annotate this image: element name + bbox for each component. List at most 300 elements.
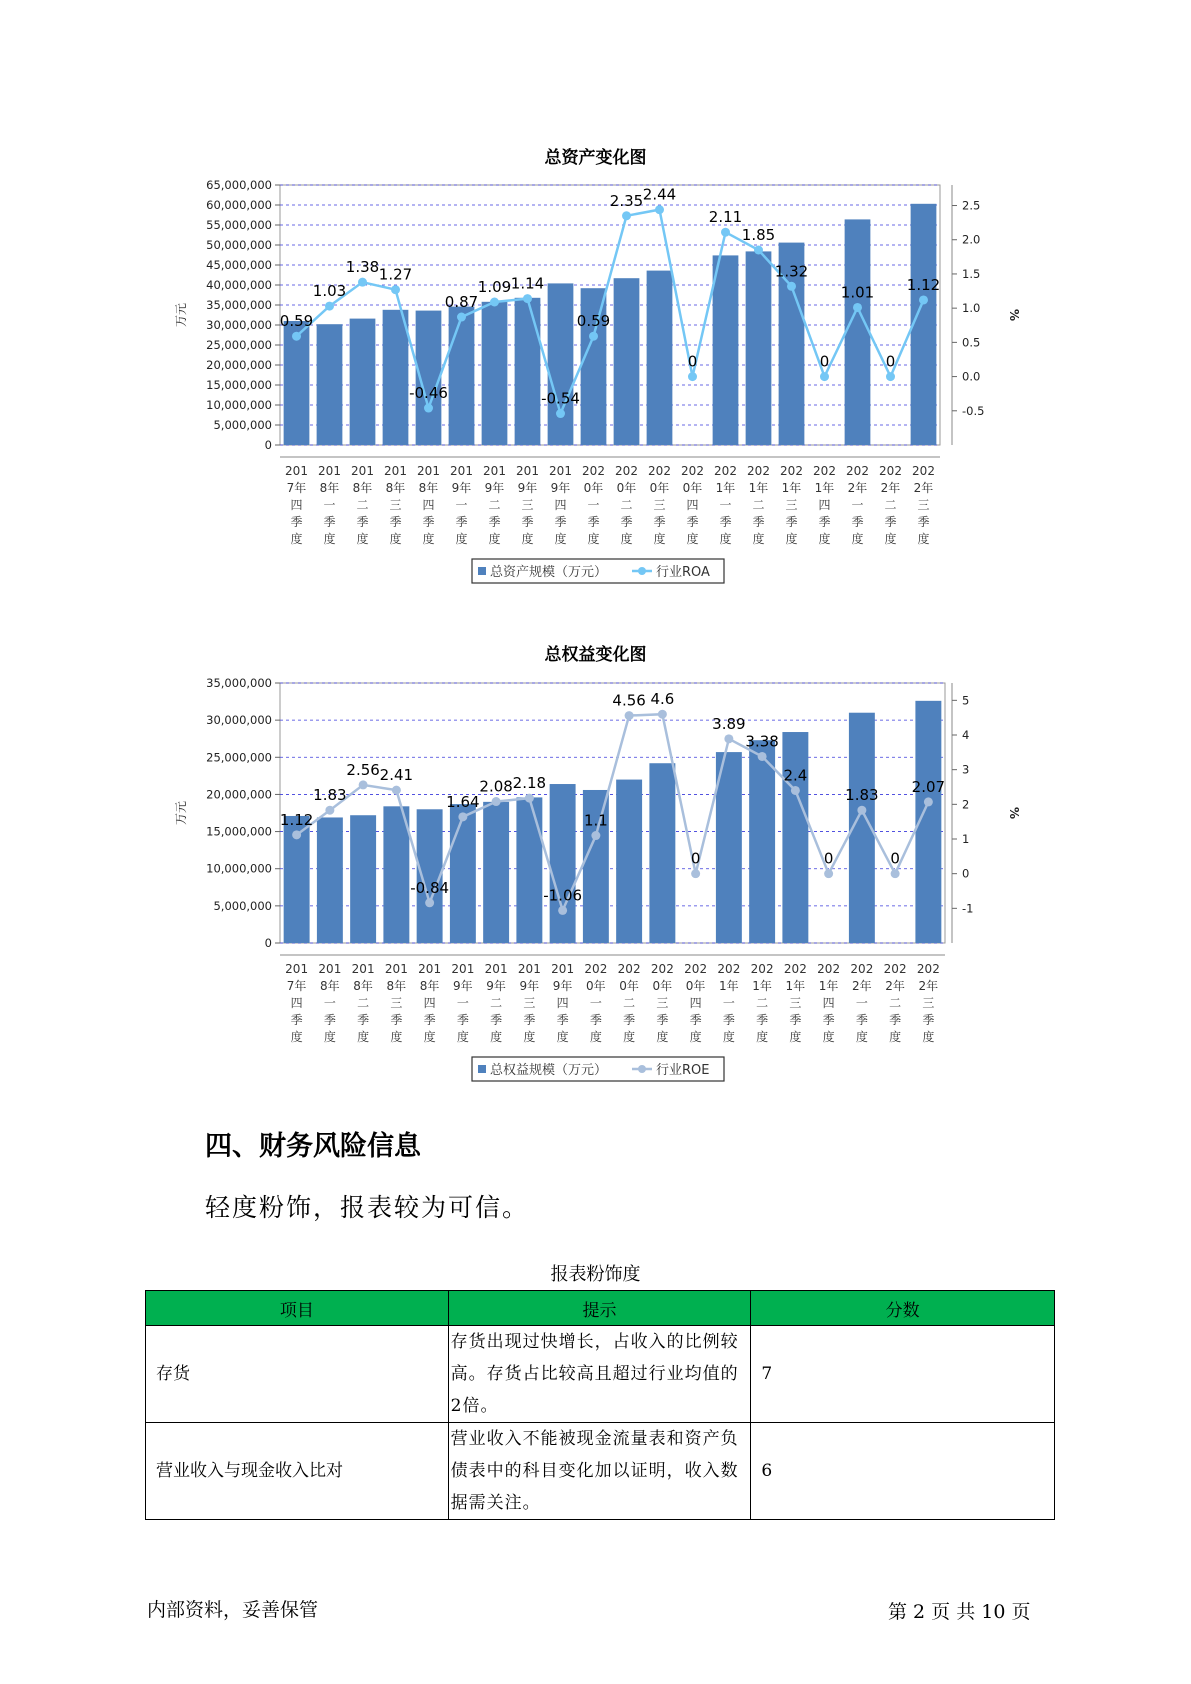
x-tick-label: 度: [455, 532, 468, 546]
data-label: 2.07: [911, 777, 946, 796]
y-tick-label: 45,000,000: [206, 258, 272, 272]
y-tick-label: 20,000,000: [206, 787, 272, 802]
x-tick-label: 度: [422, 532, 435, 546]
x-tick-label: 二: [623, 996, 636, 1010]
x-tick-label: 季: [422, 515, 435, 529]
line-point: [688, 372, 697, 381]
x-tick-label: 季: [423, 1013, 436, 1027]
x-tick-label: 8年: [385, 481, 406, 495]
x-tick-label: 202: [817, 962, 841, 976]
y2-tick-label: -0.5: [962, 403, 985, 418]
x-tick-label: 一: [589, 996, 602, 1010]
x-tick-label: 9年: [519, 979, 540, 993]
x-tick-label: 三: [922, 996, 935, 1010]
y-tick-label: 25,000,000: [206, 750, 272, 765]
x-tick-label: 季: [589, 1013, 602, 1027]
y2-tick-label: 2: [962, 797, 970, 812]
x-tick-label: 季: [620, 515, 633, 529]
line-point: [392, 786, 401, 795]
x-tick-label: 1年: [715, 481, 736, 495]
line-point: [325, 806, 334, 815]
table-header-row: [146, 1291, 1055, 1326]
x-tick-label: 度: [653, 532, 666, 546]
line-point: [791, 786, 800, 795]
y2-tick-label: 1.0: [962, 301, 981, 316]
x-tick-label: 0年: [685, 979, 706, 993]
line-point: [523, 294, 532, 303]
x-tick-label: 季: [917, 515, 930, 529]
data-label: 1.64: [446, 792, 480, 811]
section-heading: 四、财务风险信息: [205, 1131, 421, 1162]
x-tick-label: 202: [684, 962, 708, 976]
x-tick-label: 度: [689, 1030, 702, 1044]
y2-tick-label: 1.5: [962, 266, 981, 281]
y2-tick-label: 3: [962, 762, 970, 777]
line-point: [655, 205, 664, 214]
x-tick-label: 0年: [619, 979, 639, 993]
line-point: [691, 869, 700, 878]
bar: [483, 802, 509, 943]
data-label: 2.56: [346, 760, 380, 779]
bar: [515, 298, 541, 445]
chart-title-assets: 总资产变化图: [544, 148, 647, 168]
x-tick-label: 季: [323, 515, 336, 529]
x-tick-label: 度: [656, 1030, 669, 1044]
x-tick-label: 季: [722, 1013, 735, 1027]
x-tick-label: 季: [922, 1013, 935, 1027]
x-tick-label: 2年: [847, 481, 868, 495]
data-label: 1.83: [845, 786, 879, 805]
x-tick-label: 202: [648, 464, 671, 478]
x-tick-label: 2年: [880, 481, 901, 495]
x-tick-label: 度: [756, 1030, 769, 1044]
x-tick-label: 9年: [550, 481, 571, 495]
x-tick-label: 201: [450, 464, 473, 478]
x-tick-label: 201: [517, 962, 541, 976]
line-point: [891, 869, 900, 878]
legend-line-marker: [638, 567, 646, 575]
data-label: 4.56: [612, 691, 646, 710]
x-tick-label: 202: [780, 464, 803, 478]
data-label: 1.27: [378, 265, 413, 284]
y2-tick-label: 2.5: [962, 198, 981, 213]
x-tick-label: 季: [855, 1013, 868, 1027]
x-tick-label: 季: [488, 515, 501, 529]
line-point: [721, 228, 730, 237]
x-tick-label: 8年: [353, 979, 373, 993]
bar: [482, 302, 508, 445]
x-tick-label: 度: [686, 532, 699, 546]
x-tick-label: 季: [587, 515, 600, 529]
x-tick-label: 202: [912, 464, 935, 478]
y2-tick-label: 0: [962, 866, 970, 881]
x-tick-label: 度: [556, 1030, 569, 1044]
x-tick-label: 季: [523, 1013, 536, 1027]
line-point: [292, 830, 301, 839]
header-tip: 提示: [448, 1291, 751, 1326]
x-tick-label: 二: [490, 996, 503, 1010]
x-tick-label: 度: [390, 1030, 403, 1044]
data-label: 2.08: [479, 777, 513, 796]
x-tick-label: 季: [789, 1013, 802, 1027]
x-tick-label: 度: [889, 1030, 902, 1044]
y2-tick-label: 0.5: [962, 335, 981, 350]
x-tick-label: 度: [423, 1030, 436, 1044]
line-point: [492, 797, 501, 806]
bar: [383, 806, 409, 943]
bar: [614, 278, 640, 445]
x-tick-label: 二: [488, 498, 501, 512]
x-tick-label: 度: [587, 532, 600, 546]
x-tick-label: 201: [318, 464, 341, 478]
bar: [516, 797, 542, 943]
bar: [649, 763, 675, 943]
x-tick-label: 季: [889, 1013, 902, 1027]
x-tick-label: 四: [290, 498, 303, 512]
x-tick-label: 度: [789, 1030, 802, 1044]
x-tick-label: 1年: [785, 979, 806, 993]
data-label: 1.85: [741, 226, 776, 244]
y-tick-label: 20,000,000: [206, 358, 272, 372]
x-tick-label: 8年: [320, 979, 340, 993]
x-tick-label: 201: [351, 464, 374, 478]
line-point: [820, 372, 829, 381]
x-tick-label: 201: [483, 464, 506, 478]
x-tick-label: 季: [390, 1013, 403, 1027]
x-tick-label: 三: [653, 498, 666, 512]
x-tick-label: 8年: [352, 481, 373, 495]
x-tick-label: 9年: [486, 979, 506, 993]
x-tick-label: 202: [681, 464, 704, 478]
x-tick-label: 201: [484, 962, 508, 976]
y-tick-label: 0: [264, 936, 272, 950]
x-tick-label: 一: [722, 996, 735, 1010]
header-item: 项目: [146, 1291, 449, 1326]
bar: [749, 740, 775, 943]
line-point: [625, 711, 634, 720]
line-point: [924, 797, 933, 806]
row-score: 7: [751, 1326, 1055, 1423]
legend-line-marker: [638, 1065, 646, 1073]
bar: [746, 251, 772, 445]
bar: [845, 219, 871, 445]
x-tick-label: 2年: [885, 979, 905, 993]
x-tick-label: 度: [357, 1030, 370, 1044]
x-tick-label: 季: [653, 515, 666, 529]
x-tick-label: 季: [356, 515, 369, 529]
x-tick-label: 度: [290, 532, 303, 546]
x-tick-label: 201: [351, 962, 375, 976]
line-point: [658, 710, 667, 719]
y2-tick-label: 4: [962, 728, 970, 742]
legend-bar-swatch: [478, 1065, 486, 1073]
x-tick-label: 度: [818, 532, 831, 546]
row-tip: 营业收入不能被现金流量表和资产负债表中的科目变化加以证明，收入数据需关注。: [448, 1423, 751, 1520]
x-tick-label: 季: [290, 515, 303, 529]
row-item: 营业收入与现金收入比对: [146, 1423, 449, 1520]
line-point: [292, 332, 301, 341]
x-tick-label: 8年: [418, 481, 439, 495]
data-label: 0.87: [444, 293, 479, 312]
x-tick-label: 三: [389, 498, 402, 512]
x-tick-label: 三: [785, 498, 798, 512]
y2-tick-label: 2.0: [962, 232, 981, 247]
x-tick-label: 201: [285, 962, 309, 976]
data-label: -0.84: [410, 878, 450, 897]
x-tick-label: 7年: [286, 481, 307, 495]
data-label: 3.38: [745, 732, 779, 751]
plot-area: [280, 683, 945, 943]
data-label: -1.06: [543, 886, 583, 905]
x-tick-label: 8年: [419, 979, 440, 993]
x-tick-label: 季: [554, 515, 567, 529]
data-label: 0.59: [576, 312, 611, 331]
x-tick-label: 度: [719, 532, 732, 546]
line-point: [724, 734, 733, 743]
x-tick-label: 二: [620, 498, 633, 512]
line-point: [556, 409, 565, 418]
data-label: 1.38: [345, 258, 380, 277]
x-tick-label: 9年: [552, 979, 573, 993]
x-tick-label: 度: [521, 532, 534, 546]
x-tick-label: 202: [783, 962, 807, 976]
x-tick-label: 0年: [652, 979, 673, 993]
bar: [782, 732, 808, 943]
x-tick-label: 四: [554, 498, 567, 512]
x-tick-label: 四: [290, 996, 303, 1010]
x-tick-label: 9年: [451, 481, 472, 495]
y-tick-label: 5,000,000: [213, 418, 272, 432]
x-tick-label: 四: [556, 996, 569, 1010]
x-tick-label: 度: [620, 532, 633, 546]
x-tick-label: 2年: [918, 979, 939, 993]
line-point: [886, 372, 895, 381]
x-tick-label: 季: [756, 1013, 769, 1027]
x-tick-label: 四: [689, 996, 702, 1010]
x-tick-label: 201: [285, 464, 308, 478]
data-label: 1.1: [583, 811, 608, 830]
x-tick-label: 二: [356, 498, 369, 512]
x-tick-label: 201: [318, 962, 342, 976]
x-tick-label: 三: [656, 996, 669, 1010]
y2-tick-label: 0.0: [962, 369, 981, 384]
x-tick-label: 季: [785, 515, 798, 529]
x-tick-label: 1年: [814, 481, 835, 495]
x-tick-label: 三: [917, 498, 930, 512]
y-tick-label: 35,000,000: [206, 298, 272, 312]
x-tick-label: 202: [617, 962, 641, 976]
x-tick-label: 1年: [781, 481, 802, 495]
footer-confidential: 内部资料，妥善保管: [147, 1599, 319, 1621]
line-point: [425, 898, 434, 907]
y-tick-label: 30,000,000: [206, 713, 272, 728]
x-tick-label: 9年: [453, 979, 473, 993]
line-point: [358, 278, 367, 287]
footer-page-number: 第 2 页 共 10 页: [888, 1601, 1031, 1623]
x-tick-label: 季: [884, 515, 897, 529]
x-tick-label: 度: [323, 1030, 336, 1044]
bar: [713, 255, 739, 445]
data-label: 2.18: [512, 774, 547, 793]
y-axis-title: 万元: [174, 800, 188, 826]
line-point: [591, 831, 600, 840]
line-point: [589, 332, 598, 341]
data-label: 0: [690, 849, 701, 868]
y-tick-label: 10,000,000: [206, 398, 272, 412]
data-label: 1.83: [313, 786, 347, 805]
data-label: 2.41: [379, 766, 414, 785]
y-axis-title: 万元: [174, 302, 188, 328]
x-tick-label: 8年: [319, 481, 340, 495]
bar: [450, 804, 476, 943]
bar: [317, 817, 343, 943]
x-tick-label: 季: [389, 515, 402, 529]
x-tick-label: 二: [756, 996, 769, 1010]
line-point: [490, 298, 499, 307]
data-label: 3.89: [712, 714, 746, 733]
y-tick-label: 25,000,000: [206, 338, 272, 352]
bar: [616, 780, 642, 943]
x-tick-label: 度: [855, 1030, 868, 1044]
data-label: 0: [823, 849, 834, 868]
data-label: -0.54: [541, 389, 580, 408]
x-tick-label: 202: [883, 962, 907, 976]
table-row: [146, 1326, 1055, 1423]
x-tick-label: 季: [818, 515, 831, 529]
x-tick-label: 度: [884, 532, 897, 546]
data-label: 2.11: [708, 208, 743, 227]
x-tick-label: 度: [554, 532, 567, 546]
x-tick-label: 季: [323, 1013, 336, 1027]
x-tick-label: 度: [323, 532, 336, 546]
x-tick-label: 季: [822, 1013, 835, 1027]
line-point: [622, 211, 631, 220]
bar: [350, 319, 376, 445]
data-label: 1.12: [906, 275, 941, 294]
x-tick-label: 度: [785, 532, 798, 546]
x-tick-label: 201: [384, 962, 408, 976]
x-tick-label: 一: [455, 498, 468, 512]
x-tick-label: 一: [855, 996, 868, 1010]
legend-line-label: 行业ROE: [656, 1063, 710, 1078]
x-tick-label: 7年: [286, 979, 307, 993]
bar: [548, 283, 574, 445]
data-label: 0: [687, 352, 698, 371]
bar: [550, 784, 576, 943]
x-tick-label: 度: [922, 1030, 935, 1044]
x-tick-label: 季: [689, 1013, 702, 1027]
x-tick-label: 度: [589, 1030, 602, 1044]
risk-summary: 轻度粉饰，报表较为可信。: [205, 1193, 530, 1222]
data-label: 1.32: [774, 262, 809, 281]
x-tick-label: 二: [884, 498, 897, 512]
data-label: 2.44: [642, 185, 677, 204]
x-tick-label: 季: [456, 1013, 469, 1027]
x-tick-label: 8年: [386, 979, 407, 993]
x-tick-label: 1年: [818, 979, 839, 993]
x-tick-label: 季: [490, 1013, 503, 1027]
x-tick-label: 202: [747, 464, 770, 478]
x-tick-label: 201: [551, 962, 575, 976]
data-label: 1.09: [477, 278, 512, 296]
line-point: [424, 404, 433, 413]
line-point: [359, 780, 368, 789]
x-tick-label: 度: [456, 1030, 469, 1044]
x-tick-label: 四: [422, 498, 435, 512]
y-tick-label: 30,000,000: [206, 318, 272, 332]
x-tick-label: 度: [523, 1030, 536, 1044]
x-tick-label: 季: [851, 515, 864, 529]
line-point: [458, 812, 467, 821]
x-tick-label: 四: [822, 996, 835, 1010]
y-tick-label: 15,000,000: [206, 378, 272, 392]
x-tick-label: 202: [850, 962, 874, 976]
x-tick-label: 202: [750, 962, 774, 976]
x-tick-label: 一: [456, 996, 469, 1010]
y-tick-label: 15,000,000: [206, 824, 272, 839]
line-point: [824, 869, 833, 878]
x-tick-label: 季: [556, 1013, 569, 1027]
x-tick-label: 度: [490, 1030, 503, 1044]
data-label: 1.12: [279, 810, 314, 829]
line-point: [525, 794, 534, 803]
bar: [350, 815, 376, 943]
x-tick-label: 9年: [517, 481, 538, 495]
bar: [647, 271, 673, 445]
x-tick-label: 季: [455, 515, 468, 529]
y-tick-label: 5,000,000: [213, 898, 272, 913]
line-point: [857, 806, 866, 815]
x-tick-label: 202: [813, 464, 836, 478]
x-tick-label: 1年: [719, 979, 739, 993]
x-tick-label: 1年: [748, 481, 769, 495]
x-tick-label: 一: [323, 996, 336, 1010]
line-point: [558, 906, 567, 915]
x-tick-label: 一: [719, 498, 732, 512]
line-point: [754, 246, 763, 255]
x-tick-label: 度: [851, 532, 864, 546]
x-tick-label: 一: [851, 498, 864, 512]
x-tick-label: 季: [686, 515, 699, 529]
x-tick-label: 季: [521, 515, 534, 529]
x-tick-label: 201: [516, 464, 539, 478]
row-tip: 存货出现过快增长，占收入的比例较高。存货占比较高且超过行业均值的2倍。: [448, 1326, 751, 1423]
data-label: 1.03: [312, 282, 347, 301]
y-tick-label: 35,000,000: [206, 676, 272, 690]
data-label: 0: [890, 849, 900, 868]
y-tick-label: 40,000,000: [206, 278, 272, 292]
data-label: 1.01: [840, 283, 875, 302]
x-tick-label: 度: [356, 532, 369, 546]
x-tick-label: 0年: [583, 481, 604, 495]
table-row: [146, 1423, 1055, 1520]
x-tick-label: 度: [290, 1030, 303, 1044]
line-point: [919, 295, 928, 304]
x-tick-label: 9年: [484, 481, 505, 495]
y2-axis-title: %: [1007, 308, 1021, 322]
y-tick-label: 50,000,000: [206, 238, 272, 252]
x-tick-label: 201: [417, 464, 440, 478]
x-tick-label: 三: [523, 996, 536, 1010]
x-tick-label: 202: [650, 962, 674, 976]
data-label: 1.14: [510, 274, 545, 293]
data-label: -0.46: [409, 384, 448, 403]
x-tick-label: 202: [615, 464, 638, 478]
x-tick-label: 季: [290, 1013, 303, 1027]
equity-chart: [0, 668, 1191, 1088]
x-tick-label: 202: [584, 962, 608, 976]
line-point: [325, 302, 334, 311]
